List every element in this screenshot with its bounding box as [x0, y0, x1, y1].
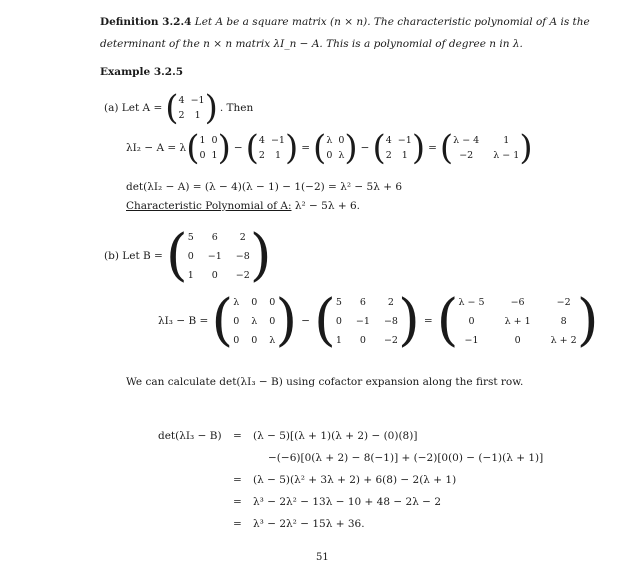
matrix-B-cell-0-2: 2 — [239, 231, 246, 243]
part-a-label: (a) Let A = — [104, 102, 163, 114]
matrix-A: ( 4 −1 2 1 ) — [165, 88, 218, 128]
det-step-4: λ³ − 2λ² − 13λ − 10 + 48 − 2λ − 2 — [253, 496, 442, 508]
matrix-B-cell-1-0: 0 — [187, 250, 194, 262]
det-step-3: (λ − 5)(λ² + 3λ + 2) + 6(8) − 2(λ + 1) — [253, 474, 457, 486]
matrix-B-cell-2-1: 0 — [211, 269, 218, 281]
matrix-lamI3-cell-2-2: λ — [269, 334, 276, 346]
matrix-result-b-cell-0-0: λ − 5 — [458, 296, 485, 308]
eq-a-lhs: λI₂ − A = λ — [126, 142, 187, 154]
det-a-line: det(λI₂ − A) = (λ − 4)(λ − 1) − 1(−2) = λ² − 5λ + 6 — [126, 181, 403, 193]
matrix-B-repeat-cell-1-0: 0 — [335, 315, 342, 327]
example-heading: Example 3.2.5 — [100, 66, 184, 78]
char-poly-value: λ² − 5λ + 6. — [294, 200, 360, 212]
matrix-result-b-cell-2-1: 0 — [514, 334, 521, 346]
matrix-result-a-cell-0-0: λ − 4 — [453, 135, 480, 146]
matrix-lamI3-cell-0-2: 0 — [269, 296, 276, 308]
part-b-label: (b) Let B = — [104, 250, 163, 262]
cofactor-text: We can calculate det(λI₃ − B) using cofactor expansion along the first row. — [126, 376, 524, 388]
matrix-lamI3-cell-0-1: 0 — [251, 296, 258, 308]
matrix-lamI2: ( λ 0 0 λ ) — [313, 128, 358, 168]
matrix-A-repeat: ( 4 −1 2 1 ) — [245, 128, 299, 168]
matrix-B-repeat-cell-2-0: 1 — [335, 334, 342, 346]
matrix-B-cell-2-0: 1 — [187, 269, 194, 281]
det-step-2: −(−6)[0(λ + 2) − 8(−1)] + (−2)[0(0) − (−1)(λ + 1)] — [268, 452, 544, 464]
matrix-result-b-cell-0-1: −6 — [510, 296, 525, 308]
matrix-lamI3-cell-1-1: λ — [251, 315, 258, 327]
part-b-definition — [104, 223, 272, 288]
matrix-result-b-cell-1-0: 0 — [468, 315, 475, 327]
matrix-A-repeat-2-cell-1-1: 1 — [401, 150, 408, 161]
part-a-definition — [104, 88, 254, 128]
matrix-result-b-cell-1-1: λ + 1 — [504, 315, 531, 327]
page-number: 51 — [316, 552, 329, 563]
matrix-A-cell-1-0: 2 — [178, 110, 185, 121]
matrix-A-cell-0-0: 4 — [178, 95, 185, 106]
matrix-I2-cell-0-1: 0 — [211, 135, 218, 146]
matrix-A-repeat-2-cell-0-0: 4 — [385, 135, 392, 146]
char-poly-line — [126, 200, 360, 212]
matrix-A-cell-0-1: −1 — [190, 95, 205, 106]
equals-4: = — [233, 496, 242, 508]
matrix-lamI2-cell-1-0: 0 — [326, 150, 333, 161]
definition-line-2: determinant of the n × n matrix λI_n − A. This is a polynomial of degree n in λ. — [100, 38, 523, 50]
matrix-lamI3-cell-2-0: 0 — [233, 334, 240, 346]
part-b-equation: λI₃ − B = ( λ 0 0 0 λ 0 0 0 λ ) − ( 5 6 2 0 −1 −8 1 0 −2 ) = ( λ − 5 −6 −2 0 λ + 1 8 −1 0 λ + 2 ) — [158, 288, 599, 353]
matrix-lamI3-cell-2-1: 0 — [251, 334, 258, 346]
matrix-I2-cell-1-1: 1 — [211, 150, 218, 161]
equals-3: = — [233, 474, 242, 486]
definition-text-1: Let A be a square matrix (n × n). The characteristic polynomial of A is the — [194, 16, 590, 28]
matrix-B-repeat-cell-1-1: −1 — [355, 315, 370, 327]
definition-line-1 — [100, 16, 590, 28]
matrix-lamI3-cell-0-0: λ — [233, 296, 240, 308]
matrix-A-repeat-2-cell-0-1: −1 — [397, 135, 412, 146]
matrix-B-repeat-cell-0-1: 6 — [359, 296, 366, 308]
matrix-I2-cell-0-0: 1 — [199, 135, 206, 146]
matrix-A-cell-1-1: 1 — [194, 110, 201, 121]
matrix-B-repeat-cell-0-2: 2 — [387, 296, 394, 308]
matrix-B-cell-1-2: −8 — [235, 250, 250, 262]
matrix-result-b-cell-2-0: −1 — [464, 334, 479, 346]
matrix-result-b-cell-2-2: λ + 2 — [550, 334, 577, 346]
matrix-lamI3-cell-1-0: 0 — [233, 315, 240, 327]
matrix-B-repeat-cell-2-1: 0 — [359, 334, 366, 346]
matrix-A-repeat-cell-1-0: 2 — [258, 150, 265, 161]
equals-1: = — [233, 430, 242, 442]
matrix-B-cell-0-0: 5 — [187, 231, 194, 243]
matrix-lamI3-cell-1-2: 0 — [269, 315, 276, 327]
matrix-lamI2-cell-1-1: λ — [338, 150, 345, 161]
matrix-result-a-cell-1-1: λ − 1 — [493, 150, 520, 161]
matrix-result-a-cell-0-1: 1 — [503, 135, 510, 146]
matrix-B-cell-2-2: −2 — [235, 269, 250, 281]
then-text: . Then — [219, 102, 254, 114]
det-step-1: (λ − 5)[(λ + 1)(λ + 2) − (0)(8)] — [253, 430, 418, 442]
matrix-result-a-cell-1-0: −2 — [459, 150, 474, 161]
matrix-A-repeat-cell-0-1: −1 — [270, 135, 285, 146]
matrix-result-b: ( λ − 5 −6 −2 0 λ + 1 8 −1 0 λ + 2 ) — [436, 288, 599, 353]
matrix-B: ( 5 6 2 0 −1 −8 1 0 −2 ) — [165, 223, 272, 288]
char-poly-label: Characteristic Polynomial of A: — [126, 200, 292, 212]
matrix-A-repeat-2: ( 4 −1 2 1 ) — [372, 128, 426, 168]
matrix-result-a: ( λ − 4 1 −2 λ − 1 ) — [439, 128, 533, 168]
det-step-5: λ³ − 2λ² − 15λ + 36. — [253, 518, 365, 530]
matrix-I2: ( 1 0 0 1 ) — [186, 128, 231, 168]
det-b-lhs: det(λI₃ − B) — [158, 430, 222, 442]
matrix-I2-cell-1-0: 0 — [199, 150, 206, 161]
matrix-A-repeat-2-cell-1-0: 2 — [385, 150, 392, 161]
matrix-A-repeat-cell-0-0: 4 — [258, 135, 265, 146]
definition-label: Definition 3.2.4 — [100, 16, 192, 28]
matrix-B-repeat-cell-2-2: −2 — [383, 334, 398, 346]
matrix-lamI3: ( λ 0 0 0 λ 0 0 0 λ ) — [211, 288, 298, 353]
matrix-lamI2-cell-0-1: 0 — [338, 135, 345, 146]
equals-5: = — [233, 518, 242, 530]
matrix-lamI2-cell-0-0: λ — [326, 135, 333, 146]
matrix-result-b-cell-1-2: 8 — [560, 315, 567, 327]
matrix-A-repeat-cell-1-1: 1 — [274, 150, 281, 161]
matrix-B-cell-0-1: 6 — [211, 231, 218, 243]
part-a-equation: λI₂ − A = λ ( 1 0 0 1 ) − ( 4 −1 2 1 ) = ( λ 0 0 λ ) − ( 4 −1 2 1 ) = ( λ − 4 1 −2 λ − 1 ) — [126, 128, 533, 168]
matrix-B-repeat-cell-0-0: 5 — [335, 296, 342, 308]
matrix-B-repeat: ( 5 6 2 0 −1 −8 1 0 −2 ) — [314, 288, 420, 353]
matrix-B-cell-1-1: −1 — [207, 250, 222, 262]
eq-b-lhs: λI₃ − B = — [158, 315, 209, 327]
matrix-B-repeat-cell-1-2: −8 — [383, 315, 398, 327]
matrix-result-b-cell-0-2: −2 — [556, 296, 571, 308]
